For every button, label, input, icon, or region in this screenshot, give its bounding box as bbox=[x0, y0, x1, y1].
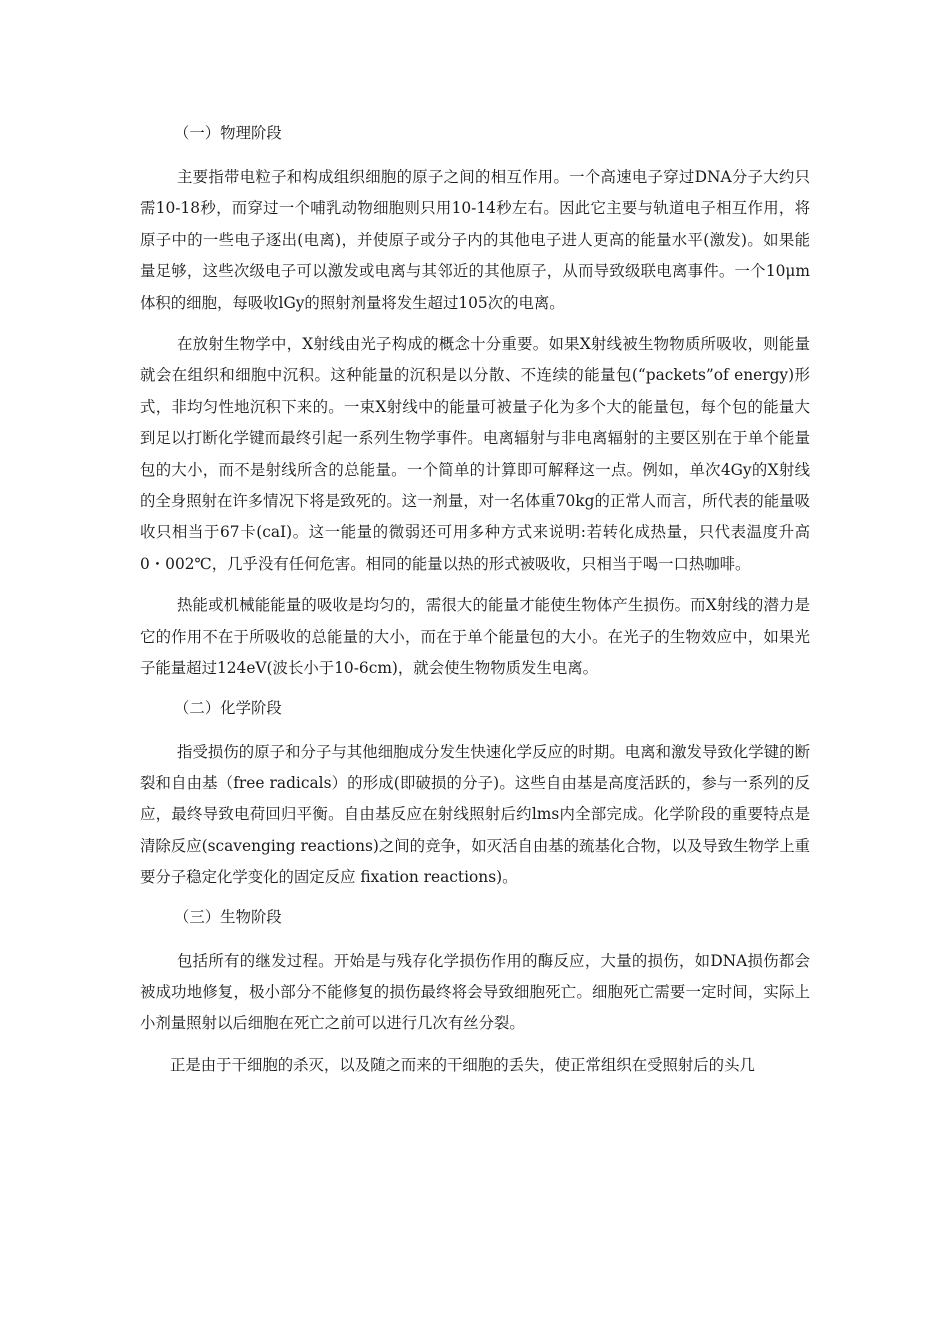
section-heading-chemical: （二）化学阶段 bbox=[174, 698, 282, 717]
paragraph: 正是由于干细胞的杀灭，以及随之而来的干细胞的丢失，使正常组织在受照射后的头几 bbox=[170, 1055, 755, 1074]
document-body bbox=[140, 118, 810, 1091]
paragraph: 包括所有的继发过程。开始是与残存化学损伤作用的酶反应，大量的损伤，如DNA损伤都会被成功地修复，极小部分不能修复的损伤最终将会导致细胞死亡。细胞死亡需要一定时间，实际上小剂量照射以后细胞在死亡之前可以进行几次有丝分裂。 bbox=[140, 951, 810, 1033]
paragraph: 指受损伤的原子和分子与其他细胞成分发生快速化学反应的时期。电离和激发导致化学键的断裂和自由基（free radicals）的形成(即破损的分子)。这些自由基是高度活跃的，参与一系列的反应，最终导致电荷回归平衡。自由基反应在射线照射后约lms内全部完成。化学阶段的重要特点是清除反应(scavenging reactions)之间的竞争，如灭活自由基的巯基化合物，以及导致生物学上重要分子稳定化学变化的固定反应 fixation reactions)。 bbox=[140, 742, 810, 887]
paragraph: 在放射生物学中，X射线由光子构成的概念十分重要。如果X射线被生物物质所吸收，则能量就会在组织和细胞中沉积。这种能量的沉积是以分散、不连续的能量包(“packets”of energy)形式，非均匀性地沉积下来的。一束X射线中的能量可被量子化为多个大的能量包，每个包的能量大到足以打断化学键而最终引起一系列生物学事件。电离辐射与非电离辐射的主要区别在于单个能量包的大小，而不是射线所含的总能量。一个简单的计算即可解释这一点。例如，单次4Gy的X射线的全身照射在许多情况下将是致死的。这一剂量，对一名体重70kg的正常人而言，所代表的能量吸收只相当于67卡(caI)。这一能量的微弱还可用多种方式来说明:若转化成热量，只代表温度升高0・002℃，几乎没有任何危害。相同的能量以热的形式被吸收，只相当于喝一口热咖啡。 bbox=[140, 335, 810, 573]
section-heading-physical: （一）物理阶段 bbox=[174, 124, 282, 142]
paragraph: 热能或机械能能量的吸收是均匀的，需很大的能量才能使生物体产生损伤。而X射线的潜力是它的作用不在于所吸收的总能量的大小，而在于单个能量包的大小。在光子的生物效应中，如果光子能量超过124eV(波长小于10-6cm)，就会使生物物质发生电离。 bbox=[140, 596, 810, 678]
section-heading-biological: （三）生物阶段 bbox=[174, 907, 282, 926]
paragraph: 主要指带电粒子和构成组织细胞的原子之间的相互作用。一个高速电子穿过DNA分子大约只需10-18秒，而穿过一个哺乳动物细胞则只用10-14秒左右。因此它主要与轨道电子相互作用，将原子中的一些电子逐出(电离)，并使原子或分子内的其他电子进人更高的能量水平(激发)。如果能量足够，这些次级电子可以激发或电离与其邻近的其他原子，从而导致级联电离事件。一个10μm体积的细胞，每吸收lGy的照射剂量将发生超过105次的电离。 bbox=[140, 168, 810, 312]
